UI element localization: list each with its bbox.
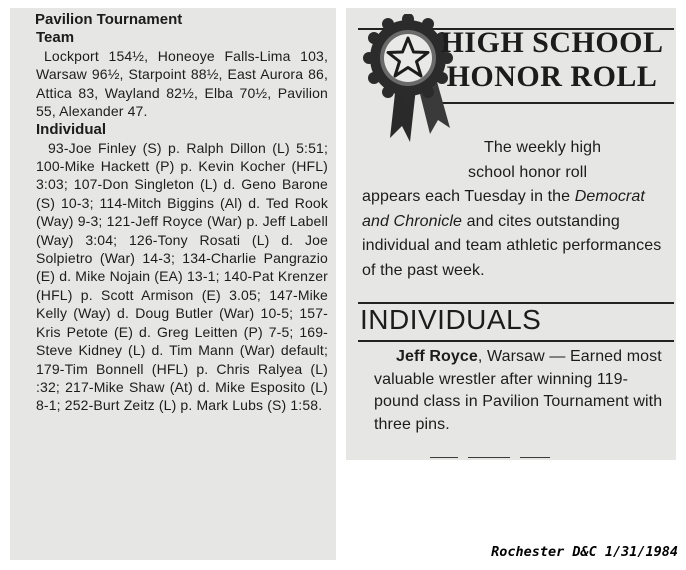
intro-line-1: The weekly high bbox=[484, 139, 602, 156]
section-rule-bottom bbox=[358, 340, 674, 342]
tournament-heading: Pavilion Tournament bbox=[35, 11, 183, 28]
newspaper-name: Democrat and Chronicle bbox=[362, 188, 645, 230]
cut-off-text-fragment bbox=[430, 448, 580, 458]
athlete-citation: , Warsaw — Earned most valuable wrestler after winning 119-pound class in Pavilion Tournament with three pins. bbox=[374, 348, 663, 433]
tournament-results-clipping bbox=[10, 8, 336, 560]
intro-text-before: appears each Tuesday in the bbox=[362, 188, 571, 205]
individuals-heading: INDIVIDUALS bbox=[360, 304, 542, 335]
athlete-name: Jeff Royce bbox=[396, 348, 478, 365]
honor-entry bbox=[374, 346, 668, 436]
individual-heading: Individual bbox=[36, 120, 107, 138]
intro-line-2: school honor roll bbox=[468, 163, 588, 181]
individual-results-text: 93-Joe Finley (S) p. Ralph Dillon (L) 5:51; 100-Mike Hackett (P) p. Kevin Kocher (HFL) 3:03; 107-Don Singleton (L) d. Geno Barone (S) 10-3; 114-Mitch Biggins (Al) d. Ted Rook (Way) 9-3; 121-Jeff Royce (War) p. Jeff Labell (Way) 3:04; 126-Tony Rosati (L) d. Joe Solpietro (War) 14-3; 134-Charlie Pangrazio (E) d. Mike Nojain (EA) 13-1; 140-Pat Krenzer (HFL) p. Scott Armison (E) 3.05; 147-Mike Kelly (Way) d. Doug Butler (War) 10-5; 157-Kris Petote (E) d. Greg Leitten (P) 7-5; 169-Steve Kidney (L) d. Tim Mann (War) default; 179-Tim Bonnell (HFL) p. Chris Ralyea (L) :32; 217-Mike Shaw (At) d. Mike Esposito (L) 8-1; 252-Burt Zeitz (L) p. Mark Lubs (S) 1:58. bbox=[36, 139, 328, 414]
team-heading: Team bbox=[36, 29, 75, 46]
title-rule-bottom bbox=[442, 102, 674, 104]
honor-roll-title bbox=[434, 26, 670, 94]
intro-text-after: and cites outstanding individual and team athletic performances of the past week. bbox=[362, 212, 662, 279]
honor-roll-clipping bbox=[346, 8, 676, 460]
title-line-2: HONOR ROLL bbox=[446, 60, 658, 93]
honor-roll-intro bbox=[362, 136, 662, 283]
team-results-text: Lockport 154½, Honeoye Falls-Lima 103, Warsaw 96½, Starpoint 88½, East Aurora 86, Attica 83, Wayland 82½, Elba 70½, Pavilion 55, Alexander 47. bbox=[36, 48, 328, 120]
title-line-1: HIGH SCHOOL bbox=[440, 26, 664, 59]
source-credit: Rochester D&C 1/31/1984 bbox=[491, 544, 678, 560]
